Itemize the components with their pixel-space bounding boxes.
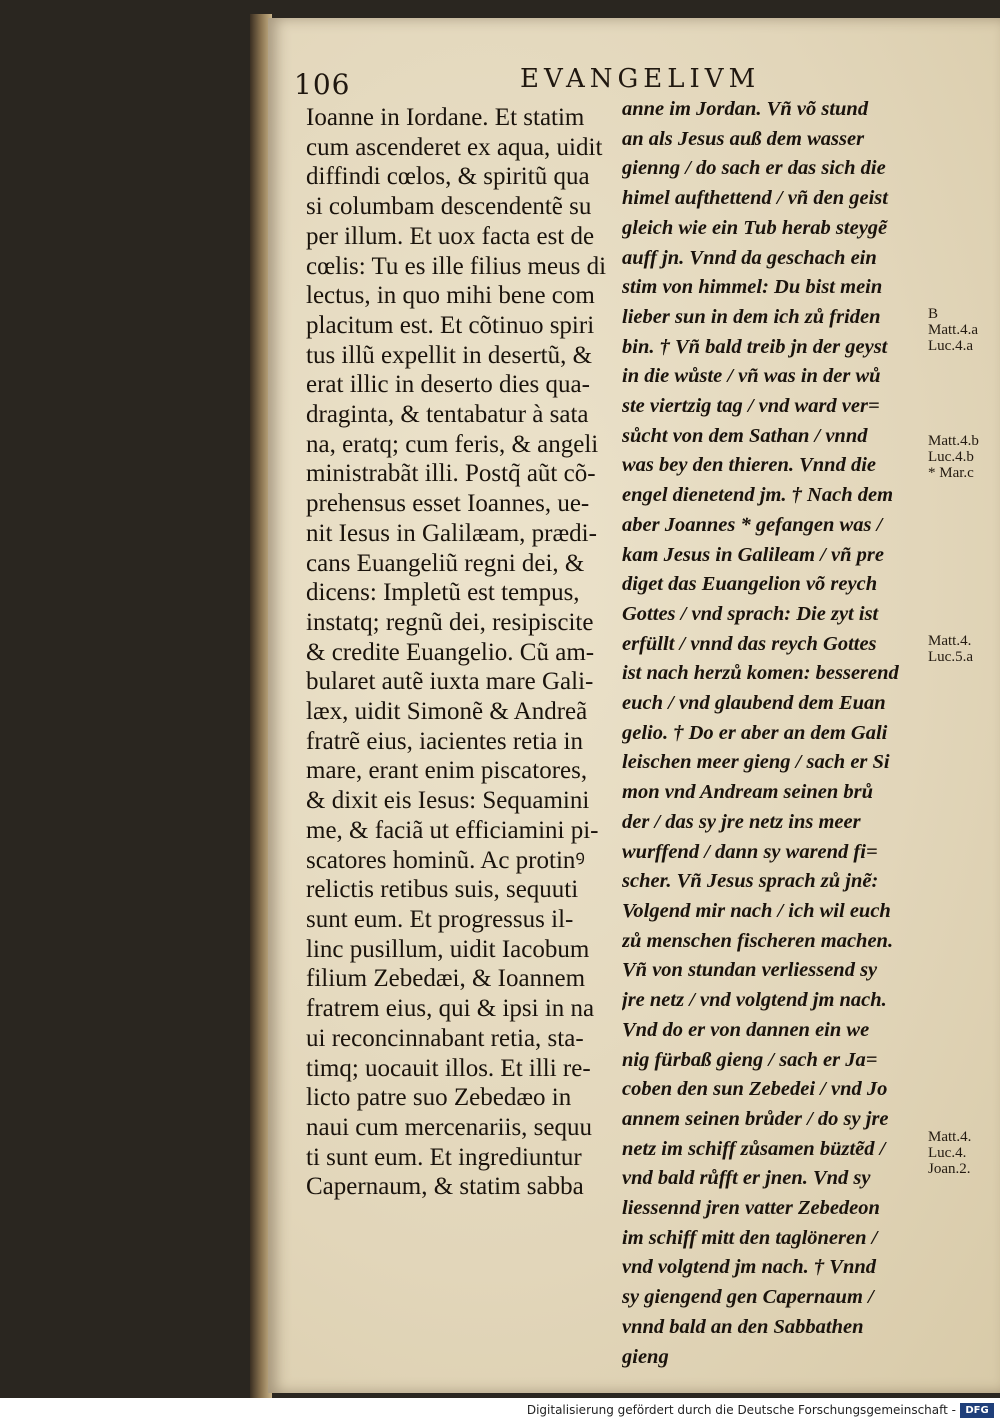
margin-line: Luc.4.b <box>928 449 974 465</box>
text-line: wurffend / dann sy warend fi= <box>622 840 878 863</box>
text-line: & dixit eis Iesus: Sequamini <box>306 787 590 815</box>
text-line: timq; uocauit illos. Et illi re- <box>306 1054 591 1082</box>
margin-line: Luc.4. <box>928 1145 967 1161</box>
text-line: bin. † Vñ bald treib jn der geyst <box>622 335 888 358</box>
text-line: stim von himmel: Du bist mein <box>622 276 883 299</box>
text-line: erat illic in deserto dies qua- <box>306 371 590 399</box>
page-number: 106 <box>294 68 351 101</box>
text-line: Capernaum, & statim sabba <box>306 1173 584 1201</box>
margin-line: Matt.4.a <box>928 322 978 338</box>
text-line: ui reconcinnabant retia, sta- <box>306 1024 584 1052</box>
german-column <box>622 95 938 1372</box>
text-line: Ioanne in Iordane. Et statim <box>306 104 585 131</box>
text-line: Vñ von stundan verliessend sy <box>622 959 878 982</box>
margin-line: Matt.4.b <box>928 433 979 449</box>
text-line: vnnd bald an den Sabbathen <box>622 1315 864 1338</box>
text-line: anne im Jordan. Vñ võ stund <box>622 98 869 120</box>
latin-column <box>306 103 620 1202</box>
text-line: sy giengend gen Capernaum / <box>622 1286 874 1309</box>
text-line: annem seinen brůder / do sy jre <box>622 1107 889 1130</box>
text-line: auff jn. Vnnd da geschach ein <box>622 246 877 269</box>
text-line: gieng <box>622 1345 669 1368</box>
text-line: mon vnd Andream seinen brů <box>622 781 873 804</box>
dfg-logo: DFG <box>960 1403 994 1418</box>
text-line: euch / vnd glaubend dem Euan <box>622 692 886 715</box>
text-line: na, eratq; cum feris, & angeli <box>306 430 599 458</box>
text-line: coben den sun Zebedei / vnd Jo <box>622 1078 888 1101</box>
text-line: cans Euangeliũ regni dei, & <box>306 549 585 577</box>
text-line: ministrabãt illi. Postq̃ aũt cõ- <box>306 460 596 488</box>
text-line: gienng / do sach er das sich die <box>622 157 886 180</box>
margin-line: Matt.4. <box>928 633 972 649</box>
text-line: liessennd jren vatter Zebedeon <box>622 1197 880 1220</box>
text-line: netz im schiff zůsamen büztẽd / <box>622 1137 886 1160</box>
text-line: per illum. Et uox facta est de <box>306 222 595 250</box>
funding-notice: Digitalisierung gefördert durch die Deutsche Forschungsgemeinschaft - <box>526 1403 956 1417</box>
margin-line: * Mar.c <box>928 465 974 481</box>
text-line: ste viertzig tag / vnd ward ver= <box>622 395 880 418</box>
text-line: scher. Vñ Jesus sprach zů jnẽ: <box>622 870 879 893</box>
text-line: me, & faciã ut efficiamini pi- <box>306 816 599 844</box>
text-line: vnd volgtend jm nach. † Vnnd <box>622 1256 877 1279</box>
text-line: an als Jesus auß dem wasser <box>622 127 865 150</box>
running-head: EVANGELIVM <box>520 64 761 94</box>
text-line: instatq; regnũ dei, resipiscite <box>306 608 594 636</box>
text-line: der / das sy jre netz ins meer <box>622 810 861 833</box>
text-line: cum ascenderet ex aqua, uidit <box>306 133 603 161</box>
text-line: licto patre suo Zebedæo in <box>306 1084 572 1112</box>
margin-note-1 <box>928 306 1000 354</box>
margin-line: B <box>928 306 939 322</box>
text-line: erfüllt / vnnd das reych Gottes <box>622 632 877 655</box>
text-line: bularet autẽ iuxta mare Gali- <box>306 668 594 696</box>
text-line: fratrẽ eius, iacientes retia in <box>306 727 583 755</box>
text-line: sůcht von dem Sathan / vnnd <box>622 424 868 447</box>
text-line: Gottes / vnd sprach: Die zyt ist <box>622 602 879 625</box>
text-line: aber Joannes * gefangen was / <box>622 513 883 536</box>
text-line: draginta, & tentabatur à sata <box>306 401 589 429</box>
text-line: nit Iesus in Galilæam, prædi- <box>306 519 597 547</box>
text-line: dicens: Impletũ est tempus, <box>306 579 580 607</box>
text-line: Vnd do er von dannen ein we <box>622 1018 870 1041</box>
text-line: ist nach herzů komen: besserend <box>622 662 899 685</box>
text-line: was bey den thieren. Vnnd die <box>622 454 876 477</box>
text-line: prehensus esset Ioannes, ue- <box>306 490 590 518</box>
text-line: filium Zebedæi, & Ioannem <box>306 965 586 993</box>
margin-line: Luc.4.a <box>928 338 973 354</box>
text-line: engel dienetend jm. † Nach dem <box>622 484 894 507</box>
text-line: scatores hominũ. Ac protinꝰ <box>306 846 585 874</box>
text-line: diffindi cœlos, & spiritũ qua <box>306 163 590 191</box>
text-line: gelio. † Do er aber an dem Gali <box>622 721 888 744</box>
text-line: gleich wie ein Tub herab steygẽ <box>622 216 888 239</box>
margin-line: Matt.4. <box>928 1129 972 1145</box>
text-line: cœlis: Tu es ille filius meus di <box>306 252 607 280</box>
footer-bar <box>0 1398 1000 1424</box>
text-line: linc pusillum, uidit Iacobum <box>306 935 590 963</box>
margin-note-3 <box>928 633 1000 665</box>
text-line: jre netz / vnd volgtend jm nach. <box>622 989 887 1012</box>
text-line: in die wůste / vñ was in der wů <box>622 365 881 388</box>
text-line: lectus, in quo mihi bene com <box>306 282 595 310</box>
text-line: naui cum mercenariis, sequu <box>306 1113 593 1141</box>
text-line: mare, erant enim piscatores, <box>306 757 588 785</box>
text-line: ti sunt eum. Et ingrediuntur <box>306 1143 582 1171</box>
margin-note-2 <box>928 433 1000 481</box>
text-line: placitum est. Et cõtinuo spiri <box>306 311 595 339</box>
text-line: læx, uidit Simonẽ & Andreã <box>306 698 588 726</box>
text-line: himel aufthettend / vñ den geist <box>622 187 888 210</box>
text-line: fratrem eius, qui & ipsi in na <box>306 995 595 1023</box>
text-line: relictis retibus suis, sequuti <box>306 876 579 904</box>
text-line: tus illũ expellit in desertũ, & <box>306 341 593 369</box>
text-line: leischen meer gieng / sach er Si <box>622 751 890 774</box>
text-line: vnd bald růfft er jnen. Vnd sy <box>622 1167 871 1190</box>
margin-line: Joan.2. <box>928 1161 971 1177</box>
text-line: zů menschen fischeren machen. <box>622 929 894 952</box>
text-line: kam Jesus in Galileam / vñ pre <box>622 543 884 566</box>
text-line: nig fürbaß gieng / sach er Ja= <box>622 1048 878 1071</box>
margin-note-4 <box>928 1129 1000 1177</box>
margin-line: Luc.5.a <box>928 649 973 665</box>
text-line: sunt eum. Et progressus il- <box>306 905 574 933</box>
text-line: im schiff mitt den taglöneren / <box>622 1226 878 1249</box>
text-line: & credite Euangelio. Cũ am- <box>306 638 595 666</box>
text-line: Volgend mir nach / ich wil euch <box>622 899 891 922</box>
text-line: si columbam descendentẽ su <box>306 193 592 221</box>
text-line: lieber sun in dem ich zů friden <box>622 305 881 328</box>
text-line: diget das Euangelion võ reych <box>622 573 878 596</box>
